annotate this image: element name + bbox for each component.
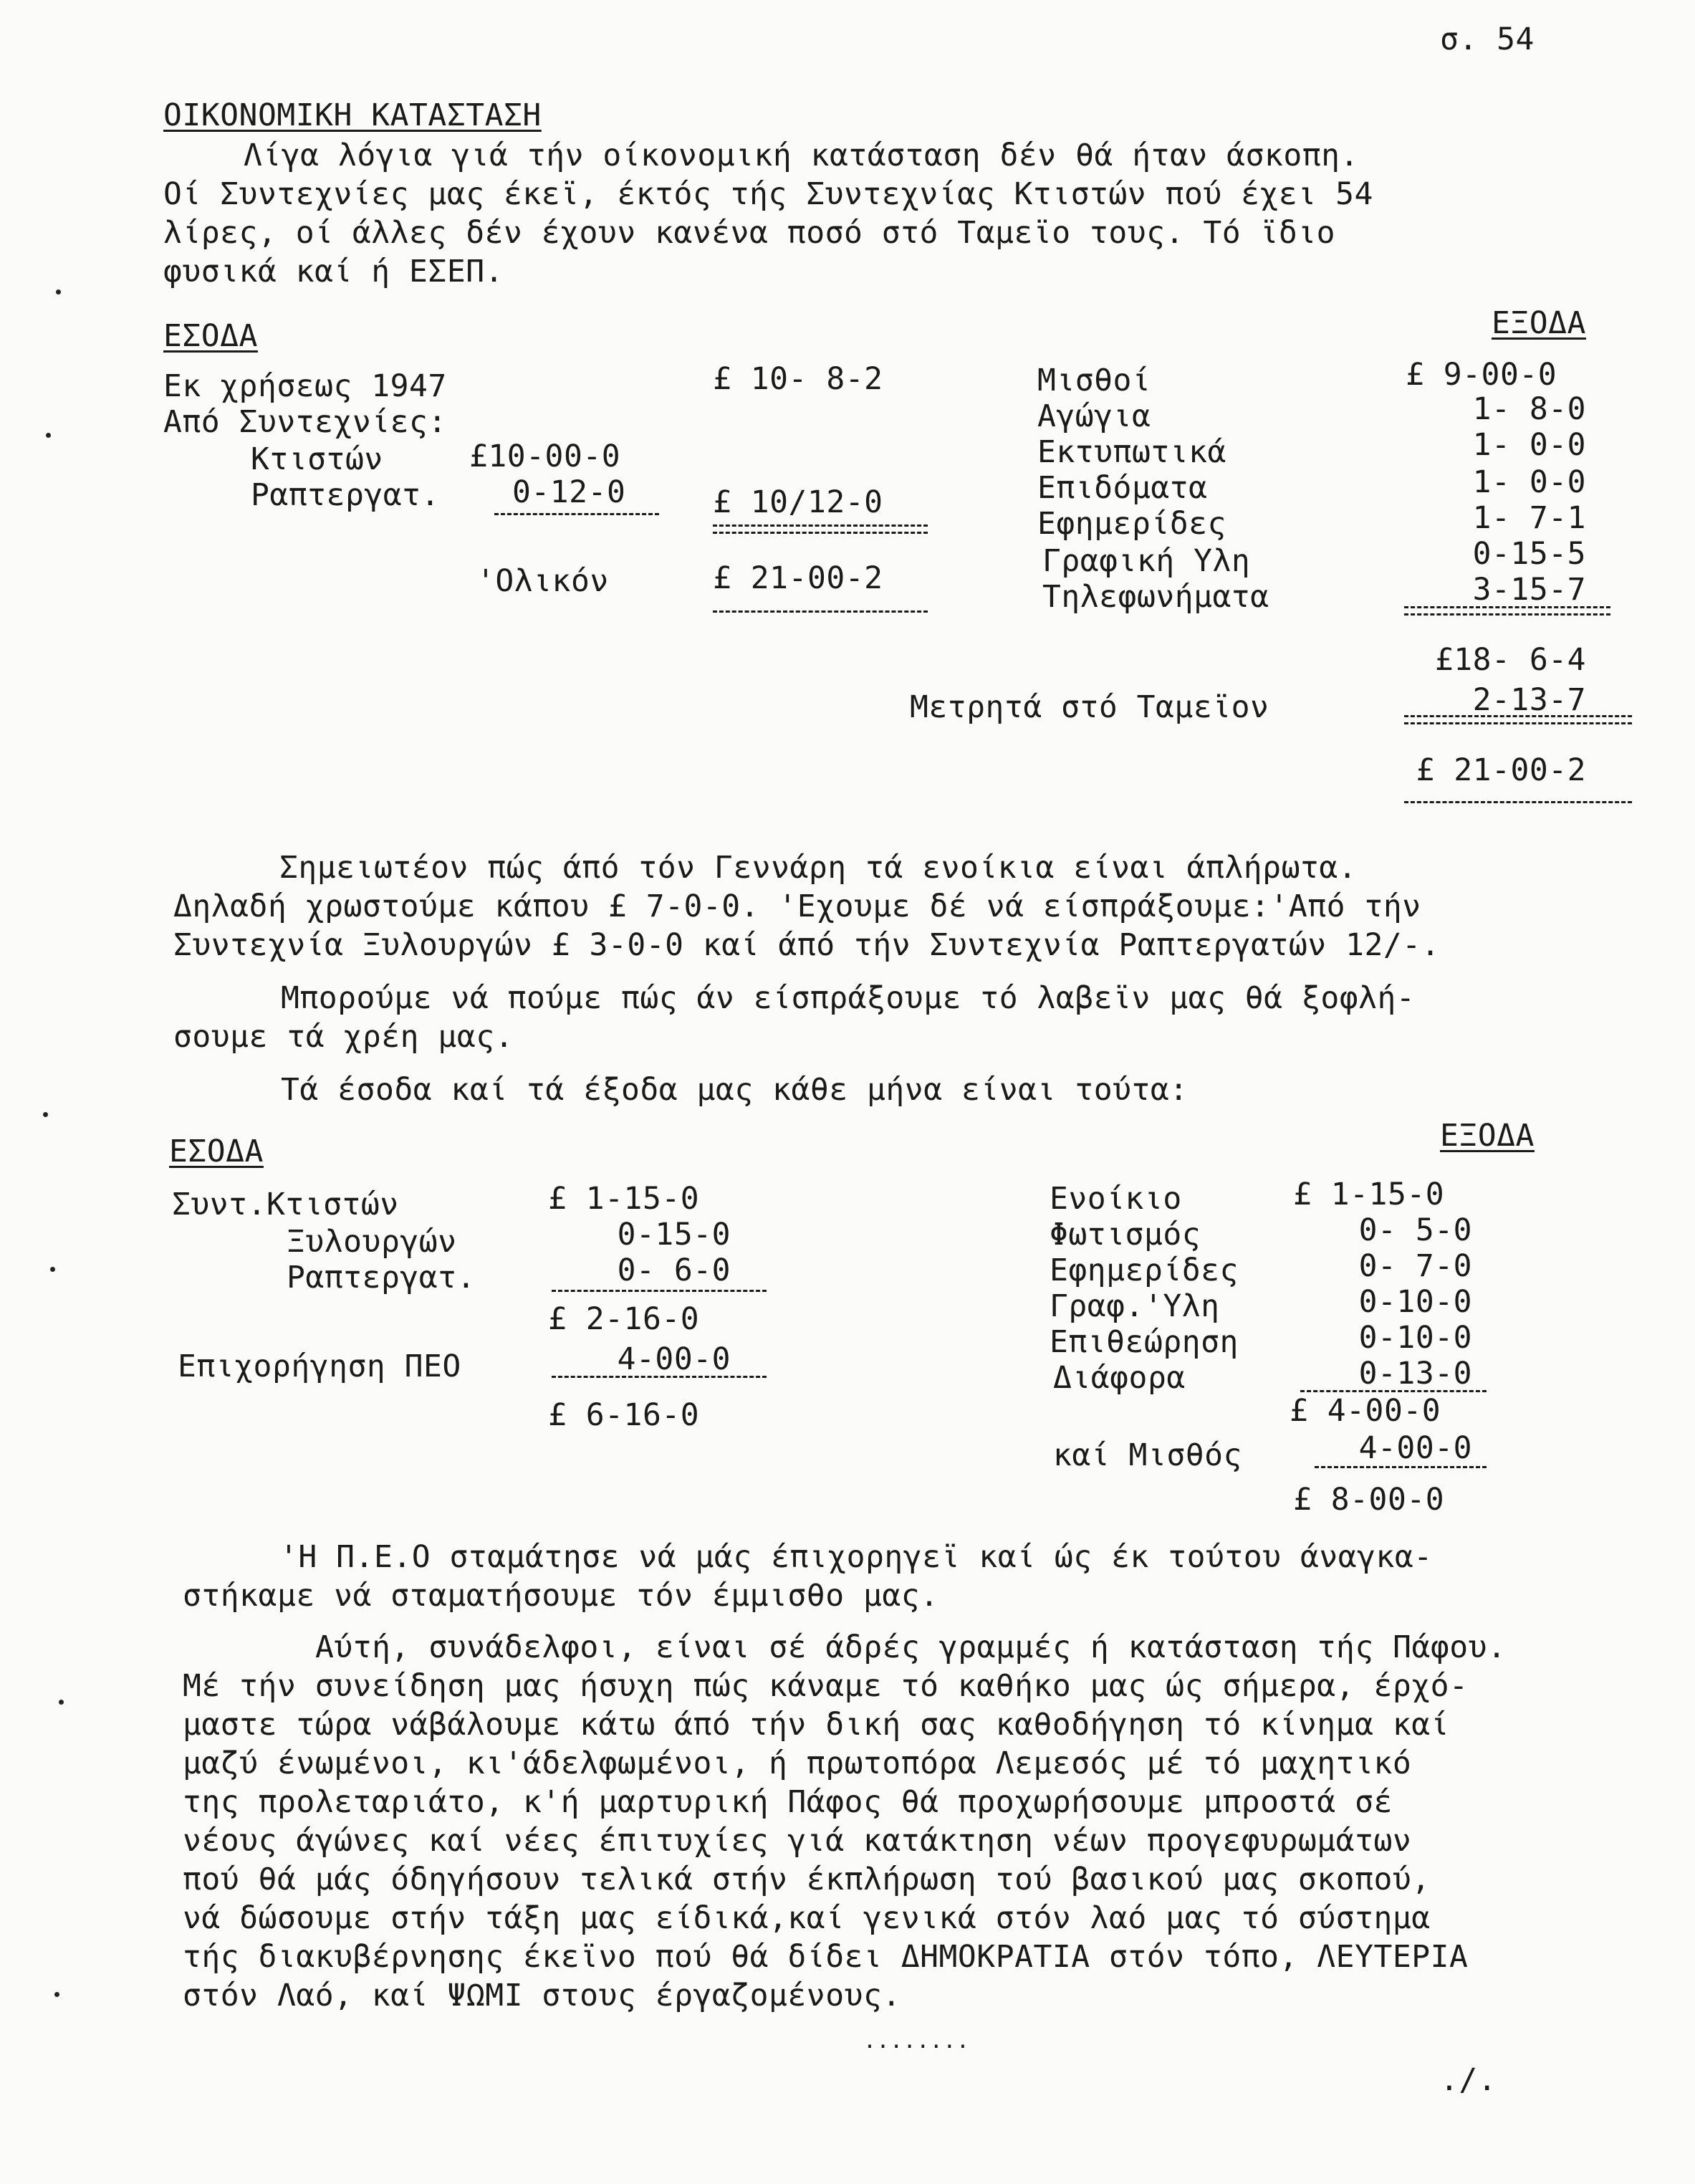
sub-rule: [1315, 1466, 1487, 1468]
expense-row-value: 0- 7-0: [1358, 1248, 1472, 1284]
total-rule: [1404, 801, 1632, 803]
cash-label: Μετρητά στό Ταμεϊον: [910, 689, 1269, 725]
note-line: Τά έσοδα καί τά έξοδα μας κάθε μήνα είναι τούτα:: [281, 1072, 1189, 1108]
income-row-sub: £10-00-0: [469, 439, 621, 474]
expense-total: £ 8-00-0: [1293, 1482, 1445, 1518]
expense-row-value: 0-10-0: [1358, 1284, 1472, 1320]
salary-value: 4-00-0: [1358, 1430, 1472, 1466]
closing-line: μαστε τώρα νάβάλουμε κάτω άπό τήν δική σας καθοδήγηση τό κίνημα καί: [183, 1707, 1450, 1743]
closing-line: νέους άγώνες καί νέες έπιτυχίες γιά κατάκτηση νέων προγεφυρωμάτων: [183, 1823, 1412, 1859]
closing-line: μαζύ ένωμένοι, κι'άδελφωμένοι, ή πρωτοπόρα Λεμεσός μέ τό μαχητικό: [183, 1745, 1412, 1781]
expense-row-value: 3-15-7: [1472, 572, 1586, 608]
closing-line: Μέ τήν συνείδηση μας ήσυχη πώς κάναμε τό καθήκο μας ώς σήμερα, έρχό-: [183, 1668, 1469, 1704]
expense-row-label: Διάφορα: [1053, 1360, 1186, 1396]
scan-speck: [46, 433, 51, 438]
expense-row-value: 1- 8-0: [1472, 391, 1586, 427]
expense-row-value: £ 9-00-0: [1406, 357, 1557, 393]
note-line: Δηλαδή χρωστούμε κάπου £ 7-0-0. 'Εχουμε δέ νά είσπράξουμε:'Από τήν: [173, 889, 1421, 924]
grant-label: Επιχορήγηση ΠΕΟ: [178, 1349, 461, 1384]
expense-row-value: 0- 5-0: [1358, 1212, 1472, 1248]
income-row-value: 0- 6-0: [617, 1253, 731, 1288]
income-heading: ΕΣΟΔΑ: [163, 318, 258, 354]
page-number: σ. 54: [1440, 21, 1535, 57]
income-row-value: 0-15-0: [617, 1217, 731, 1253]
sub-rule: [552, 1290, 767, 1292]
income-total: £ 21-00-2: [713, 560, 883, 596]
note-line: Συντεχνία Ξυλουργών £ 3-0-0 καί άπό τήν Συντεχνία Ραπτεργατών 12/-.: [173, 927, 1441, 963]
expense-row-label: Μισθοί: [1037, 363, 1151, 398]
scan-speck: [59, 1700, 64, 1705]
closing-line: τής διακυβέρνησης έκεϊνο πού θά δίδει ΔΗΜΟΚΡΑΤΙΑ στόν τόπο, ΛΕΥΤΕΡΙΑ: [183, 1939, 1469, 1975]
income-row-label: Ραπτεργατ.: [287, 1260, 476, 1295]
expense-row-label: Εφημερίδες: [1037, 506, 1226, 542]
income-row-label: Συντ.Κτιστών: [172, 1187, 399, 1222]
continuation-mark: ./.: [1440, 2062, 1497, 2098]
expense-heading: ΕΞΟΔΑ: [1492, 305, 1586, 341]
closing-line: 'Η Π.Ε.Ο σταμάτησε νά μάς έπιχορηγεϊ καί ώς έκ τούτου άναγκα-: [279, 1539, 1433, 1575]
expense-row-value: 1- 0-0: [1472, 464, 1586, 500]
expense-row-label: Εκτυπωτικά: [1037, 434, 1226, 470]
expense-row-label: Ενοίκιο: [1050, 1181, 1182, 1217]
income-subtotal: £ 2-16-0: [548, 1301, 700, 1337]
expense-row-value: 1- 0-0: [1472, 427, 1586, 463]
expense-heading: ΕΞΟΔΑ: [1440, 1118, 1535, 1154]
closing-line: πού θά μάς όδηγήσουν τελικά στήν έκπλήρωση τού βασικού μας σκοπού,: [183, 1862, 1431, 1897]
expense-row-value: 0-15-5: [1472, 536, 1586, 572]
scan-speck: [54, 1992, 59, 1997]
section-title: ΟΙΚΟΝΟΜΙΚΗ ΚΑΤΑΣΤΑΣΗ: [163, 97, 542, 133]
expense-row-value: £ 1-15-0: [1293, 1177, 1445, 1212]
expense-total: £ 21-00-2: [1416, 752, 1586, 788]
expense-row-label: Επιδόματα: [1037, 470, 1208, 506]
scan-speck: [43, 1112, 48, 1117]
closing-line: στόν Λαό, καί ΨΩΜΙ στους έργαζομένους.: [183, 1978, 901, 2013]
expense-subtotal: £ 4-00-0: [1290, 1393, 1441, 1429]
intro-line: φυσικά καί ή ΕΣΕΠ.: [163, 254, 504, 289]
expense-row-value: 1- 7-1: [1472, 500, 1586, 536]
closing-line: νά δώσουμε στήν τάξη μας είδικά,καί γενικά στόν λαό μας τό σύστημα: [183, 1900, 1431, 1936]
expense-row-value: 0-10-0: [1358, 1320, 1472, 1356]
expense-row-label: Φωτισμός: [1050, 1217, 1201, 1253]
closing-line: Αύτή, συνάδελφοι, είναι σέ άδρές γραμμές ή κατάσταση τής Πάφου.: [315, 1629, 1507, 1665]
grant-value: 4-00-0: [617, 1341, 731, 1377]
scan-speck: [56, 289, 61, 294]
expense-row-label: Γραφ.'Υλη: [1050, 1288, 1220, 1324]
intro-line: Λίγα λόγια γιά τήν οίκονομική κατάσταση δέν θά ήταν άσκοπη.: [244, 138, 1359, 173]
income-total-label: 'Ολικόν: [476, 563, 609, 599]
intro-line: Οί Συντεχνίες μας έκεϊ, έκτός τής Συντεχνίας Κτιστών πού έχει 54: [163, 176, 1373, 212]
income-row-label: Ξυλουργών: [287, 1224, 457, 1260]
sub-rule: [552, 1376, 767, 1378]
income-row-total: £ 10- 8-2: [713, 361, 883, 397]
income-row-label: Κτιστών: [251, 441, 383, 477]
total-rule: [713, 610, 928, 613]
sub-rule: [494, 513, 659, 515]
expense-row-label: Γραφική Υλη: [1042, 543, 1251, 579]
double-rule: [1404, 606, 1610, 616]
closing-line: στήκαμε νά σταματήσουμε τόν έμμισθο μας.: [183, 1578, 939, 1614]
expense-subtotal: £18- 6-4: [1434, 642, 1586, 678]
expense-row-label: Εφημερίδες: [1050, 1253, 1239, 1288]
income-row-label: Από Συντεχνίες:: [163, 404, 447, 440]
double-rule: [1404, 715, 1632, 724]
expense-row-label: Αγώγια: [1037, 398, 1151, 434]
intro-line: λίρες, οί άλλες δέν έχουν κανένα ποσό στό Ταμεϊο τους. Τό ϊδιο: [163, 215, 1336, 251]
income-row-label: Ραπτεργατ.: [251, 477, 440, 513]
expense-row-label: Επιθεώρηση: [1050, 1324, 1239, 1360]
expense-row-value: 0-13-0: [1358, 1356, 1472, 1392]
note-line: Μπορούμε νά πούμε πώς άν είσπράξουμε τό λαβεϊν μας θά ξοφλή-: [281, 980, 1416, 1016]
note-line: σουμε τά χρέη μας.: [173, 1019, 514, 1055]
salary-label: καί Μισθός: [1053, 1437, 1242, 1473]
income-total: £ 6-16-0: [548, 1397, 700, 1433]
sub-rule: [1300, 1390, 1487, 1392]
income-row-total: £ 10/12-0: [713, 484, 883, 520]
expense-row-label: Τηλεφωνήματα: [1042, 579, 1269, 615]
note-line: Σημειωτέον πώς άπό τόν Γεννάρη τά ενοίκια είναι άπλήρωτα.: [279, 850, 1358, 886]
scan-speck: [50, 1267, 55, 1272]
income-row-value: £ 1-15-0: [548, 1181, 700, 1217]
section-separator: ........: [863, 2029, 970, 2054]
double-rule: [713, 525, 928, 534]
income-row-label: Εκ χρήσεως 1947: [163, 368, 447, 404]
cash-value: 2-13-7: [1472, 682, 1586, 718]
closing-line: της προλεταριάτο, κ'ή μαρτυρική Πάφος θά προχωρήσουμε μπροστά σέ: [183, 1784, 1393, 1820]
income-heading: ΕΣΟΔΑ: [169, 1134, 264, 1169]
income-row-sub: 0-12-0: [512, 474, 626, 510]
